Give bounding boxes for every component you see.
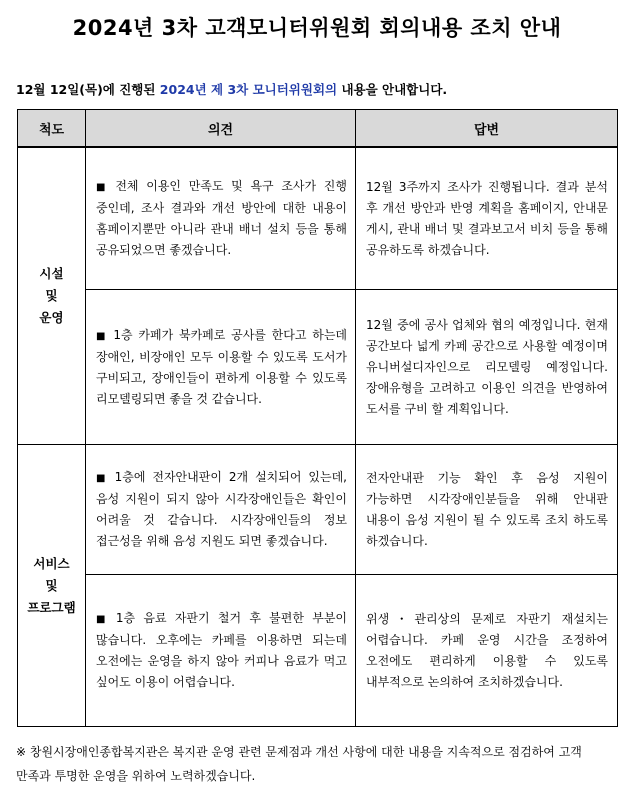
opinion-cell (86, 290, 356, 445)
answer-cell (356, 290, 618, 445)
category-line: 서비스 (33, 555, 70, 571)
category-line: 및 (45, 577, 58, 593)
intro-prefix: 12월 12일(목)에 진행된 (16, 82, 160, 97)
page-title: 2024년 3차 고객모니터위원회 회의내용 조치 안내 (72, 16, 562, 40)
header-scale: 척도 (18, 110, 86, 148)
intro-highlight: 2024년 제 3차 모니터위원회의 (159, 82, 338, 97)
intro-suffix: 내용을 안내합니다. (337, 82, 448, 97)
category-service-program (18, 445, 86, 727)
bullet-square-icon: ■ (96, 473, 109, 484)
answer-text: 전자안내판 기능 확인 후 음성 지원이 가능하면 시각장애인분들을 위해 안내판 내용이 음성 지원이 될 수 있도록 조치 하도록 하겠습니다. (366, 470, 608, 548)
header-answer: 답변 (356, 110, 618, 148)
opinion-text: 1층 카페가 북카페로 공사를 한다고 하는데 장애인, 비장애인 모두 이용할 수 있도록 도서가 구비되고, 장애인들이 편하게 이용할 수 있도록 리모델링되면 좋을 것 같습니다. (96, 327, 347, 406)
footer-note: ※ 창원시장애인종합복지관은 복지관 운영 관련 문제점과 개선 사항에 대한 내용을 지속적으로 점검하여 고객 만족과 투명한 운영을 위하여 노력하겠습니다. (16, 745, 582, 783)
opinion-text: 1층 음료 자판기 철거 후 불편한 부분이 많습니다. 오후에는 카페를 이용하면 되는데 오전에는 운영을 하지 않아 커피나 음료가 먹고 싶어도 이용이 어렵습니다. (96, 611, 348, 689)
opinion-cell (86, 147, 356, 290)
answer-text: 12월 3주까지 조사가 진행됩니다. 결과 분석 후 개선 방안과 반영 계획을 홈페이지, 안내문 게시, 관내 배너 및 결과보고서 비치 등을 통해 공유하도록 하겠습니다. (366, 179, 608, 257)
table-row (18, 575, 618, 727)
category-line: 및 (45, 288, 58, 303)
answer-cell (356, 575, 618, 727)
answer-text: 12월 중에 공사 업체와 협의 예정입니다. 현재 공간보다 넓게 카페 공간으로 사용할 예정이며 유니버설디자인으로 리모델링 예정입니다. 장애유형을 고려하고 이용인 의견을 반영하여 도서를 구비 할 계획입니다. (366, 317, 608, 416)
category-line: 운영 (39, 310, 64, 325)
table-row (18, 290, 618, 445)
answer-cell (356, 147, 618, 290)
table-row (18, 147, 618, 290)
intro-text (16, 80, 447, 98)
header-opinion: 의견 (86, 110, 356, 148)
answer-cell (356, 445, 618, 575)
category-facility-operation (18, 147, 86, 445)
category-line: 시설 (39, 266, 64, 281)
minutes-table (17, 109, 618, 727)
opinion-text: 1층에 전자안내판이 2개 설치되어 있는데, 음성 지원이 되지 않아 시각장애인들은 확인이 어려울 것 같습니다. 시각장애인들의 정보 접근성을 위해 음성 지원도 되면 좋겠습니다. (96, 470, 347, 548)
table-row (18, 445, 618, 575)
answer-text: 위생・관리상의 문제로 자판기 재설치는 어렵습니다. 카페 운영 시간을 조정하여 오전에도 편리하게 이용할 수 있도록 내부적으로 논의하여 조치하겠습니다. (366, 611, 608, 689)
bullet-square-icon: ■ (96, 330, 108, 342)
bullet-square-icon: ■ (96, 182, 110, 193)
bullet-square-icon: ■ (96, 614, 110, 625)
table-header-row (18, 110, 618, 148)
category-line: 프로그램 (27, 599, 76, 615)
opinion-text: 전체 이용인 만족도 및 욕구 조사가 진행 중인데, 조사 결과와 개선 방안에 대한 내용이 홈페이지뿐만 아니라 관내 배너 설치 등을 통해 공유되었으면 좋겠습니다. (96, 179, 347, 257)
opinion-cell (86, 445, 356, 575)
opinion-cell (86, 575, 356, 727)
